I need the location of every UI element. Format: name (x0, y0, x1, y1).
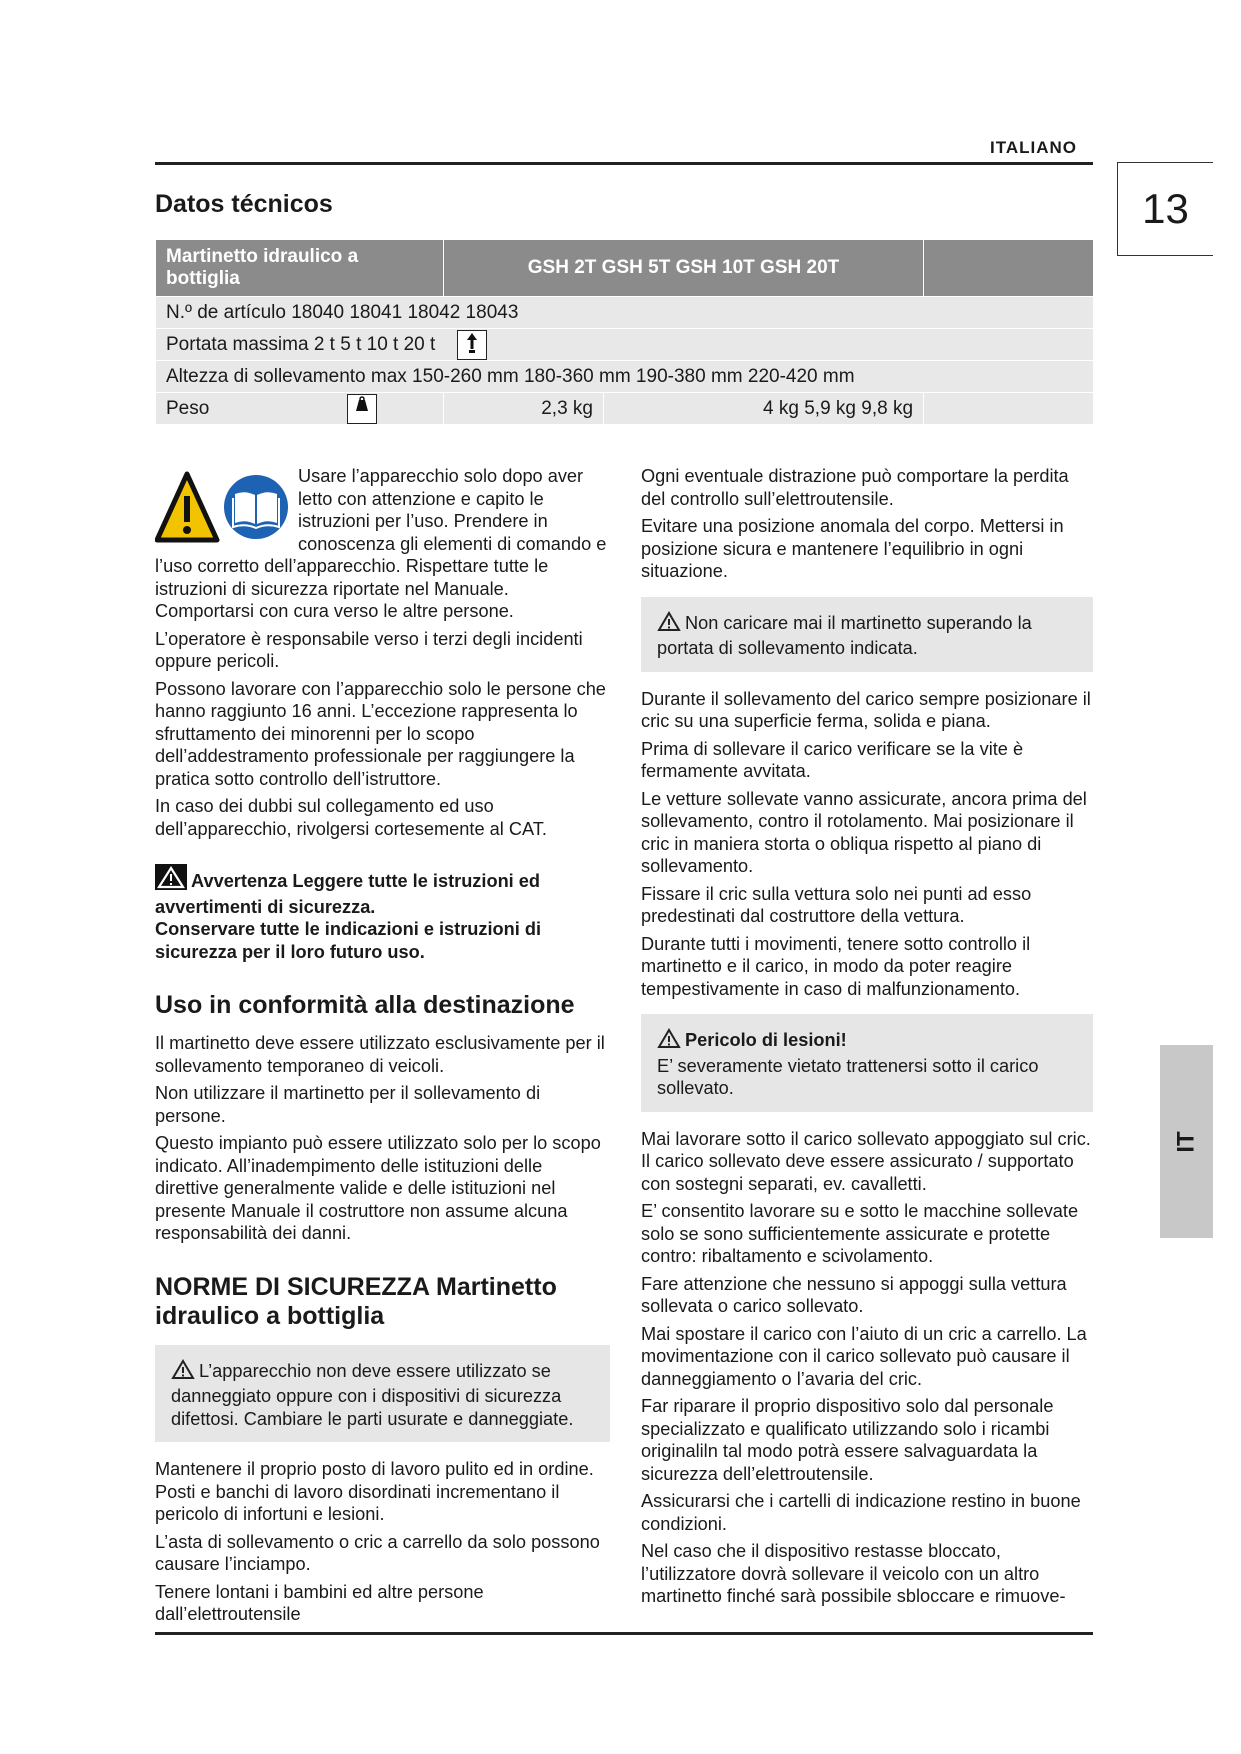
spec-table (155, 239, 1094, 425)
paragraph: Questo impianto può essere utilizzato solo per lo scopo indicato. All’inadempimento delle istituzioni delle direttive generalmente valide e delle istituzioni nel presente Manuale il costruttore non assume alcuna responsabilità dei danni. (155, 1133, 601, 1243)
paragraph: Assicurarsi che i cartelli di indicazione restino in buone condizioni. (641, 1491, 1081, 1534)
table-row (156, 297, 1094, 329)
load-warning-text: Non caricare mai il martinetto superando la portata di sollevamento indicata. (657, 612, 1032, 658)
paragraph: Evitare una posizione anomala del corpo. Mettersi in posizione sicura e mantenere l’equilibrio in ogni situazione. (641, 516, 1064, 581)
load-warning-box (641, 597, 1093, 672)
spec-row-capacity: Portata massima 2 t 5 t 10 t 20 t (166, 333, 436, 355)
language-side-tab (1160, 1045, 1213, 1238)
weight-icon (347, 394, 377, 424)
spec-row-weight-others: 4 kg 5,9 kg 9,8 kg (604, 393, 924, 425)
injury-warning-box (641, 1014, 1093, 1112)
lift-arrow-icon (457, 330, 487, 360)
paragraph: Tenere lontani i bambini ed altre persone dall’elettroutensile (155, 1581, 484, 1624)
right-column (641, 465, 1093, 1613)
paragraph: Possono lavorare con l’apparecchio solo le persone che hanno raggiunto 16 anni. L’eccezione rappresenta lo sfruttamento dei minorenni per lo scopo dell’addestramento professionale per raggiungere la pratica sotto controllo dell’istruttore. (155, 678, 606, 789)
spec-row-weight-label: Peso (166, 397, 210, 419)
heading-safety-rules: NORME DI SICUREZZA Martinetto idraulico a bottiglia (155, 1272, 557, 1330)
warning-manual-icons (155, 468, 290, 546)
paragraph: Far riparare il proprio dispositivo solo dal personale specializzato e qualificato utilizzando solo i ricambi originaliln tal modo potrà essere salvaguardata la sicurezza dell’elettroutensile. (641, 1396, 1054, 1484)
left-column (155, 465, 610, 1631)
spec-row-height: Altezza di sollevamento max 150-260 mm 180-360 mm 190-380 mm 220-420 mm (166, 365, 855, 387)
injury-warning-text: E’ severamente vietato trattenersi sotto il carico sollevato. (657, 1055, 1039, 1098)
spec-row-article: N.º de artículo 18040 18041 18042 18043 (156, 297, 1094, 329)
paragraph: L’operatore è responsabile verso i terzi degli incidenti oppure pericoli. (155, 628, 583, 671)
warning-triangle-outline-icon (171, 1359, 195, 1386)
top-divider (155, 162, 1093, 165)
injury-warning-title: Pericolo di lesioni! (685, 1030, 847, 1050)
intro-text: Usare l’apparecchio solo dopo aver letto con attenzione e capito le istruzioni per l’uso. Prendere in conoscenza gli elementi di comando e l’uso corretto dell’apparecchio. Rispettare tutte le istruzioni di sicurezza riportate nel Manuale. Comportarsi con cura verso le altre persone. (155, 466, 607, 621)
paragraph: Non utilizzare il martinetto per il sollevamento di persone. (155, 1083, 541, 1126)
spec-row-weight-2t: 2,3 kg (444, 393, 604, 425)
warning-triangle-outline-icon (657, 1028, 681, 1055)
safety-notice-box (155, 1345, 610, 1443)
read-manual-icon (224, 475, 288, 539)
table-row (156, 393, 1094, 425)
paragraph: Mai lavorare sotto il carico sollevato appoggiato sul cric. Il carico sollevato deve essere assicurato / supportato con sostegni separati, ev. cavalletti. (641, 1128, 1091, 1194)
bottom-divider (155, 1632, 1093, 1635)
paragraph: Fare attenzione che nessuno si appoggi sulla vettura sollevata o carico sollevato. (641, 1273, 1067, 1316)
warning-text-1: Avvertenza Leggere tutte le istruzioni ed avvertimenti di sicurezza. (155, 871, 541, 917)
paragraph: E’ consentito lavorare su e sotto le macchine sollevate solo se sono sufficientemente assicurate e protette contro: ribaltamento e scivolamento. (641, 1201, 1079, 1266)
paragraph: In caso dei dubbi sul collegamento ed uso dell’apparecchio, rivolgersi cortesemente al CAT. (155, 796, 547, 839)
spec-head-models: GSH 2T GSH 5T GSH 10T GSH 20T (444, 240, 924, 297)
datos-title: Datos técnicos (155, 190, 333, 218)
paragraph: Durante tutti i movimenti, tenere sotto controllo il martinetto e il carico, in modo da poter reagire tempestivamente in caso di malfunzionamento. (641, 933, 1031, 999)
warning-triangle-icon (157, 474, 217, 540)
paragraph: Mantenere il proprio posto di lavoro pulito ed in ordine. Posti e banchi di lavoro disordinati incrementano il pericolo di infortuni e lesioni. (155, 1459, 594, 1524)
paragraph: Mai spostare il carico con l’aiuto di un cric a carrello. La movimentazione con il carico sollevato può causare il danneggiamento o l’avaria del cric. (641, 1323, 1087, 1389)
warning-triangle-outline-icon (657, 611, 681, 638)
general-warning (155, 864, 610, 963)
table-row (156, 329, 1094, 361)
warning-sign-icon (155, 864, 187, 896)
spec-head-label: Martinetto idraulico a bottiglia (156, 240, 444, 297)
language-label: ITALIANO (990, 138, 1078, 157)
heading-intended-use: Uso in conformità alla destinazione (155, 991, 575, 1019)
safety-notice-text: L’apparecchio non deve essere utilizzato se danneggiato oppure con i dispositivi di sicurezza difettosi. Cambiare le parti usurate e danneggiate. (171, 1360, 574, 1429)
paragraph: Fissare il cric sulla vettura solo nei punti ad esso predestinati dal costruttore della vettura. (641, 883, 1032, 926)
paragraph: Ogni eventuale distrazione può comportare la perdita del controllo sull’elettroutensile. (641, 466, 1069, 509)
paragraph: Le vetture sollevate vanno assicurate, ancora prima del sollevamento, contro il rotolamento. Mai posizionare il cric in maniera storta o obliqua rispetto al piano di sollevamento. (641, 788, 1087, 876)
paragraph: Prima di sollevare il carico verificare se la vite è fermamente avvitata. (641, 738, 1024, 781)
page-number: 13 (1117, 162, 1213, 256)
paragraph: L’asta di sollevamento o cric a carrello da solo possono causare l’inciampo. (155, 1531, 600, 1574)
warning-text-2: Conservare tutte le indicazioni e istruzioni di sicurezza per il loro futuro uso. (155, 919, 542, 962)
table-row (156, 361, 1094, 393)
paragraph: Durante il sollevamento del carico sempre posizionare il cric su una superficie ferma, solida e piana. (641, 688, 1091, 731)
side-tab-label: IT (1172, 1130, 1200, 1153)
spec-table-header (156, 240, 1094, 297)
paragraph: Nel caso che il dispositivo restasse bloccato, l’utilizzatore dovrà sollevare il veicolo con un altro martinetto finché sarà possibile sbloccare e rimuove- (641, 1541, 1066, 1606)
paragraph: Il martinetto deve essere utilizzato esclusivamente per il sollevamento temporaneo di veicoli. (155, 1033, 605, 1076)
